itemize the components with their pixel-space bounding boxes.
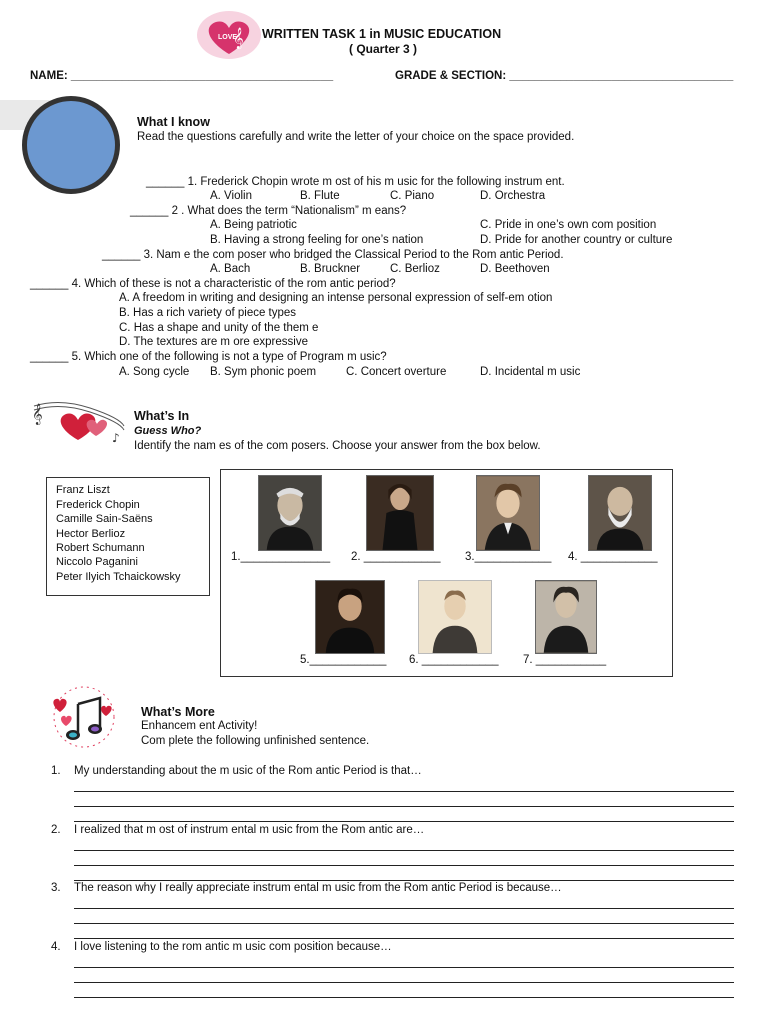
whats-in-heading: What’s In xyxy=(134,409,190,423)
sentence-number-2: 2. xyxy=(51,824,61,836)
composer-portrait-3 xyxy=(476,475,540,551)
question-2: ______ 2 . What does the term “Nationalism” m eans? xyxy=(130,205,407,217)
composer-portrait-2 xyxy=(366,475,434,551)
page-title: WRITTEN TASK 1 in MUSIC EDUCATION xyxy=(262,27,502,41)
q2-option-a: A. Being patriotic xyxy=(210,219,297,231)
svg-text:𝄞: 𝄞 xyxy=(32,404,43,425)
composer-portrait-1 xyxy=(258,475,322,551)
name-field[interactable]: NAME: _________________________________________ xyxy=(30,70,334,82)
composer-portrait-5 xyxy=(315,580,385,654)
answer-line[interactable] xyxy=(74,791,734,792)
q3-option-d: D. Beethoven xyxy=(480,263,550,275)
composer-option: Franz Liszt xyxy=(56,484,110,496)
q5-option-d: D. Incidental m usic xyxy=(480,366,581,378)
q4-option-c: C. Has a shape and unity of the them e xyxy=(119,322,319,334)
q1-option-c: C. Piano xyxy=(390,190,435,202)
composer-portrait-4 xyxy=(588,475,652,551)
svg-text:LOVE: LOVE xyxy=(218,34,238,41)
sentence-number-1: 1. xyxy=(51,765,61,777)
answer-line[interactable] xyxy=(74,938,734,939)
svg-text:♪: ♪ xyxy=(112,431,120,445)
q3-option-a: A. Bach xyxy=(210,263,251,275)
grade-section-field[interactable]: GRADE & SECTION: ___________________________________ xyxy=(395,70,734,82)
q1-option-d: D. Orchestra xyxy=(480,190,546,202)
q1-option-b: B. Flute xyxy=(300,190,340,202)
music-note-hearts-icon xyxy=(36,686,132,748)
q3-option-c: C. Berlioz xyxy=(390,263,440,275)
answer-line[interactable] xyxy=(74,967,734,968)
composer-portrait-7 xyxy=(535,580,597,654)
q2-option-d: D. Pride for another country or culture xyxy=(480,234,673,246)
q4-option-a: A. A freedom in writing and designing an intense personal expression of self-em otion xyxy=(119,292,553,304)
hearts-music-icon xyxy=(30,396,126,448)
composer-option: Hector Berlioz xyxy=(56,528,126,540)
q4-option-d: D. The textures are m ore expressive xyxy=(119,336,308,348)
question-4: ______ 4. Which of these is not a characteristic of the rom antic period? xyxy=(30,278,396,290)
sentence-number-4: 4. xyxy=(51,941,61,953)
q5-option-a: A. Song cycle xyxy=(119,366,190,378)
composer-option: Niccolo Paganini xyxy=(56,556,138,568)
composer-option: Robert Schumann xyxy=(56,542,145,554)
answer-line[interactable] xyxy=(74,821,734,822)
composer-portrait-6 xyxy=(418,580,492,654)
answer-line[interactable] xyxy=(74,997,734,998)
sentence-prompt-1: My understanding about the m usic of the Rom antic Period is that… xyxy=(74,765,422,777)
svg-text:𝄞: 𝄞 xyxy=(233,28,244,49)
guess-who-subheading: Guess Who? xyxy=(134,425,202,437)
answer-line[interactable] xyxy=(74,850,734,851)
q3-option-b: B. Bruckner xyxy=(300,263,361,275)
answer-line[interactable] xyxy=(74,865,734,866)
q5-option-b: B. Sym phonic poem xyxy=(210,366,317,378)
what-i-know-instruction: Read the questions carefully and write the letter of your choice on the space provided. xyxy=(137,131,575,143)
question-3: ______ 3. Nam e the com poser who bridged the Classical Period to the Rom antic Period. xyxy=(102,249,564,261)
sentence-prompt-2: I realized that m ost of instrum ental m usic from the Rom antic are… xyxy=(74,824,425,836)
blank-6[interactable]: 6. ____________ xyxy=(409,654,499,666)
sentence-prompt-4: I love listening to the rom antic m usic com position because… xyxy=(74,941,392,953)
answer-line[interactable] xyxy=(74,880,734,881)
composer-answer-box xyxy=(46,477,210,596)
blank-2[interactable]: 2. ____________ xyxy=(351,551,441,563)
question-5: ______ 5. Which one of the following is not a type of Program m usic? xyxy=(30,351,387,363)
answer-line[interactable] xyxy=(74,923,734,924)
love-logo xyxy=(196,10,262,60)
blank-3[interactable]: 3.____________ xyxy=(465,551,552,563)
composer-option: Frederick Chopin xyxy=(56,499,140,511)
answer-line[interactable] xyxy=(74,982,734,983)
whats-more-heading: What’s More xyxy=(141,705,215,719)
answer-line[interactable] xyxy=(74,806,734,807)
blank-5[interactable]: 5.____________ xyxy=(300,654,387,666)
blank-1[interactable]: 1.______________ xyxy=(231,551,331,563)
sentence-number-3: 3. xyxy=(51,882,61,894)
blue-circle-icon xyxy=(22,96,120,194)
q1-option-a: A. Violin xyxy=(210,190,252,202)
quarter-label: ( Quarter 3 ) xyxy=(349,42,418,56)
what-i-know-heading: What I know xyxy=(137,115,210,129)
enhancement-activity-label: Enhancem ent Activity! xyxy=(141,720,258,732)
composer-option: Camille Sain-Saëns xyxy=(56,513,153,525)
blank-4[interactable]: 4. ____________ xyxy=(568,551,658,563)
answer-line[interactable] xyxy=(74,908,734,909)
q5-option-c: C. Concert overture xyxy=(346,366,447,378)
sentence-prompt-3: The reason why I really appreciate instrum ental m usic from the Rom antic Period is because… xyxy=(74,882,562,894)
composer-option: Peter Ilyich Tchaickowsky xyxy=(56,571,181,583)
question-1: ______ 1. Frederick Chopin wrote m ost of his m usic for the following instrum ent. xyxy=(146,176,565,188)
blank-7[interactable]: 7. ___________ xyxy=(523,654,607,666)
q2-option-c: C. Pride in one’s own com position xyxy=(480,219,657,231)
q4-option-b: B. Has a rich variety of piece types xyxy=(119,307,297,319)
whats-in-instruction: Identify the nam es of the com posers. Choose your answer from the box below. xyxy=(134,440,541,452)
q2-option-b: B. Having a strong feeling for one’s nation xyxy=(210,234,424,246)
whats-more-instruction: Com plete the following unfinished sentence. xyxy=(141,735,370,747)
